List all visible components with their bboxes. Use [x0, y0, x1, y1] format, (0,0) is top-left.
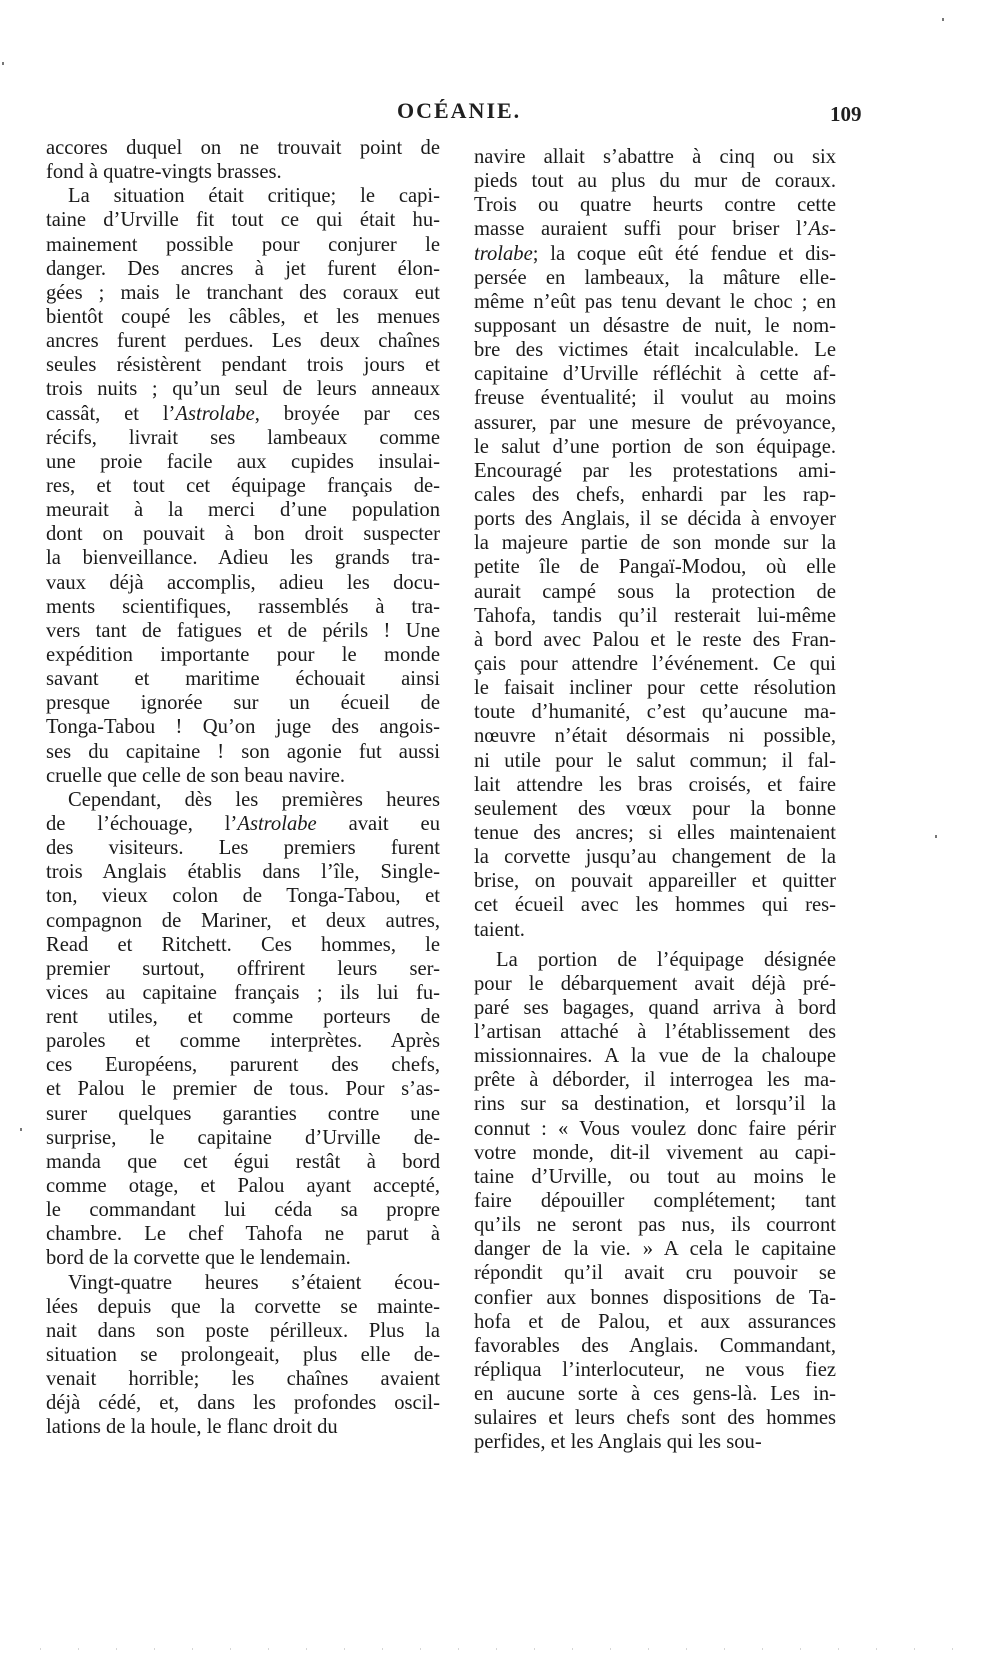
text-line: capitaine d’Urville réfléchit à cette af- — [474, 363, 836, 386]
text-line: Cependant, dès les premières heures — [68, 788, 440, 811]
text-line: aurait campé sous la protection de — [474, 580, 836, 603]
text-line: comme otage, et Palou ayant accepté, — [46, 1175, 440, 1198]
text-line: à bord avec Palou et le reste des Fran- — [474, 628, 836, 651]
text-line: paré ses bagages, quand arriva à bord — [474, 996, 836, 1019]
text-line: vaux déjà accomplis, adieu les docu- — [46, 571, 440, 594]
text-line: assurer, par une mesure de prévoyance, — [474, 411, 836, 434]
text-run: ; la coque eût été fendue et dis- — [532, 242, 836, 265]
text-line: des visiteurs. Les premiers furent — [46, 837, 440, 860]
text-run: masse auraient suffi pour briser l’ — [474, 218, 809, 241]
text-line: compagnon de Mariner, et deux autres, — [46, 909, 440, 932]
text-line: déjà cédé, et, dans les profondes oscil- — [46, 1392, 440, 1415]
ship-name-italic: Astrolabe — [237, 812, 317, 835]
text-line: toute d’humanité, c’est qu’aucune ma- — [474, 701, 836, 724]
text-line: Encouragé par les protestations ami- — [474, 459, 836, 482]
text-line: prête à déborder, il interrogea les ma- — [474, 1069, 836, 1092]
text-line: surer quelques garanties contre une — [46, 1102, 440, 1125]
text-line: répliqua l’interlocuteur, ne vous fiez — [474, 1359, 836, 1382]
text-line: La situation était critique; le capi- — [68, 185, 440, 208]
scan-speck — [2, 62, 4, 65]
text-line: taine d’Urville fit tout ce qui était hu- — [46, 209, 440, 232]
text-line: ni utile pour le salut commun; il fal- — [474, 749, 836, 772]
text-line: bre des victimes était incalculable. Le — [474, 339, 836, 362]
page-number: 109 — [830, 102, 862, 126]
text-run: avait eu — [316, 812, 440, 835]
text-line: le faisait incliner pour cette résolution — [474, 677, 836, 700]
text-line: la majeure partie de son monde sur la — [474, 532, 836, 555]
ship-name-italic: trolabe — [474, 242, 533, 265]
text-line: le salut d’une portion de son équipage. — [474, 435, 836, 458]
text-line: confier aux bonnes dispositions de Ta- — [474, 1286, 836, 1309]
text-line: favorables des Anglais. Commandant, — [474, 1334, 836, 1357]
text-line: bientôt coupé les câbles, et les menues — [46, 305, 440, 328]
text-line — [46, 402, 440, 426]
text-line: taine d’Urville, ou tout au moins le — [474, 1165, 836, 1188]
text-line: supposant un désastre de nuit, le nom- — [474, 314, 836, 337]
text-line: vices au capitaine français ; ils lui fu- — [46, 981, 440, 1004]
text-line: vers tant de fatigues et de périls ! Une — [46, 619, 440, 642]
text-line: cruelle que celle de son beau navire. — [46, 764, 346, 787]
text-line: accores duquel on ne trouvait point de — [46, 137, 440, 159]
text-line: res, et tout cet équipage français de- — [46, 474, 440, 497]
text-line: cales des chefs, enhardi par les rap- — [474, 483, 836, 506]
text-line: en aucune sorte à ces gens-là. Les in- — [474, 1383, 836, 1406]
text-line: situation se prolongeait, plus elle de- — [46, 1344, 440, 1367]
text-line: çais pour attendre l’événement. Ce qui — [474, 652, 836, 675]
text-line: répondit qu’il avait cru pouvoir se — [474, 1262, 836, 1285]
text-line: Vingt-quatre heures s’étaient écou- — [68, 1271, 440, 1294]
text-line: mainement possible pour conjurer le — [46, 233, 440, 256]
text-line: même n’eût pas tenu devant le choc ; en — [474, 290, 836, 313]
text-line: ments scientifiques, rassemblés à tra- — [46, 595, 440, 618]
text-line: manda que cet égui restât à bord — [46, 1150, 440, 1173]
ship-name-italic: As- — [808, 218, 836, 241]
text-line: tenue des ancres; si elles maintenaient — [474, 821, 836, 844]
text-line — [46, 812, 440, 836]
text-line: chambre. Le chef Tahofa ne parut à — [46, 1223, 440, 1246]
text-line: nœuvre n’était désormais ni possible, — [474, 725, 836, 748]
running-title: OCÉANIE. — [397, 98, 522, 123]
text-line: perfides, et les Anglais qui les sou- — [474, 1431, 762, 1454]
text-line: rins sur sa destination, et lorsqu’il la — [474, 1093, 836, 1116]
text-line: une proie facile aux cupides insulai- — [46, 450, 440, 473]
text-run: de l’échouage, l’ — [46, 812, 238, 835]
ship-name-italic: Astrolabe — [175, 402, 255, 425]
text-line: dont on pouvait à bon droit suspecter — [46, 523, 440, 546]
text-line: savant et maritime échouait ainsi — [46, 668, 440, 691]
text-line: Tahofa, tandis qu’il resterait lui-même — [474, 604, 836, 627]
scan-noise-strip — [40, 1648, 960, 1650]
right-text-column — [474, 145, 836, 1455]
text-line: ancres furent perdues. Les deux chaînes — [46, 330, 440, 353]
text-line: seulement des vœux pour la bonne — [474, 797, 836, 820]
text-line: hofa et de Palou, et aux assurances — [474, 1310, 836, 1333]
text-line: taient. — [474, 918, 525, 941]
text-line: pour le débarquement avait déjà pré- — [474, 972, 836, 995]
text-line: Tonga-Tabou ! Qu’on juge des angois- — [46, 716, 440, 739]
running-header — [0, 98, 999, 128]
text-line: premier surtout, offrirent leurs ser- — [46, 957, 440, 980]
text-line: venait horrible; les chaînes avaient — [46, 1368, 440, 1391]
text-line: lations de la houle, le flanc droit du — [46, 1416, 338, 1439]
text-line: navire allait s’abattre à cinq ou six — [474, 146, 836, 168]
text-line: missionnaires. A la vue de la chaloupe — [474, 1045, 836, 1068]
scan-speck — [935, 835, 937, 838]
text-line: faire dépouiller complétement; tant — [474, 1190, 836, 1213]
text-line: connut : « Vous voulez donc faire périr — [474, 1117, 836, 1140]
text-line: pieds tout au plus du mur de coraux. — [474, 170, 836, 193]
text-line: presque ignorée sur un écueil de — [46, 692, 440, 715]
text-line: petite île de Pangaï-Modou, où elle — [474, 556, 836, 579]
text-line: ports des Anglais, il se décida à envoyer — [474, 508, 836, 531]
text-line: surprise, le capitaine d’Urville de- — [46, 1126, 440, 1149]
text-line: Read et Ritchett. Ces hommes, le — [46, 933, 440, 956]
text-line: freuse éventualité; il voulut au moins — [474, 387, 836, 410]
text-line: rent utiles, et comme porteurs de — [46, 1006, 440, 1029]
text-line: récifs, livrait ses lambeaux comme — [46, 426, 440, 449]
text-line: ses du capitaine ! son agonie fut aussi — [46, 740, 440, 763]
text-line — [474, 242, 836, 266]
text-run: , broyée par ces — [254, 402, 440, 425]
text-line: Trois ou quatre heurts contre cette — [474, 194, 836, 217]
text-line: fond à quatre-vingts brasses. — [46, 161, 282, 184]
text-line: le commandant lui céda sa propre — [46, 1199, 440, 1222]
text-line: La portion de l’équipage désignée — [496, 948, 836, 971]
text-line: seules résistèrent pendant trois jours et — [46, 354, 440, 377]
text-line: expédition importante pour le monde — [46, 643, 440, 666]
scan-speck — [20, 1128, 22, 1131]
scan-speck — [942, 18, 944, 21]
text-line: trois nuits ; qu’un seul de leurs anneaux — [46, 378, 440, 401]
text-line: et Palou le premier de tous. Pour s’as- — [46, 1078, 440, 1101]
text-line: cet écueil avec les hommes qui res- — [474, 894, 836, 917]
text-line: danger de la vie. » A cela le capitaine — [474, 1238, 836, 1261]
text-line: l’artisan attaché à l’établissement des — [474, 1021, 836, 1044]
text-run: cassât, et l’ — [46, 402, 176, 425]
text-line: meurait à la merci d’une population — [46, 499, 440, 522]
text-line: ces Européens, parurent des chefs, — [46, 1054, 440, 1077]
text-line: bord de la corvette que le lendemain. — [46, 1247, 351, 1270]
left-text-column — [46, 136, 440, 1440]
text-line: brise, on pouvait appareiller et quitter — [474, 870, 836, 893]
text-line: lées depuis que la corvette se mainte- — [46, 1295, 440, 1318]
text-line: sulaires et leurs chefs sont des hommes — [474, 1407, 836, 1430]
text-line: qu’ils ne seront pas nus, ils courront — [474, 1214, 836, 1237]
text-line: danger. Des ancres à jet furent élon- — [46, 257, 440, 280]
text-line: votre monde, dit-il vivement au capi- — [474, 1141, 836, 1164]
text-line: la corvette jusqu’au changement de la — [474, 846, 836, 869]
text-line: lait attendre les bras croisés, et faire — [474, 773, 836, 796]
text-line: la bienveillance. Adieu les grands tra- — [46, 547, 440, 570]
text-line: persée en lambeaux, la mâture elle- — [474, 266, 836, 289]
text-line: gées ; mais le tranchant des coraux eut — [46, 281, 440, 304]
text-line: ton, vieux colon de Tonga-Tabou, et — [46, 885, 440, 908]
text-line — [474, 217, 836, 241]
text-line: trois Anglais établis dans l’île, Single- — [46, 861, 440, 884]
text-line: nait dans son poste périlleux. Plus la — [46, 1319, 440, 1342]
text-line: paroles et comme interprètes. Après — [46, 1030, 440, 1053]
